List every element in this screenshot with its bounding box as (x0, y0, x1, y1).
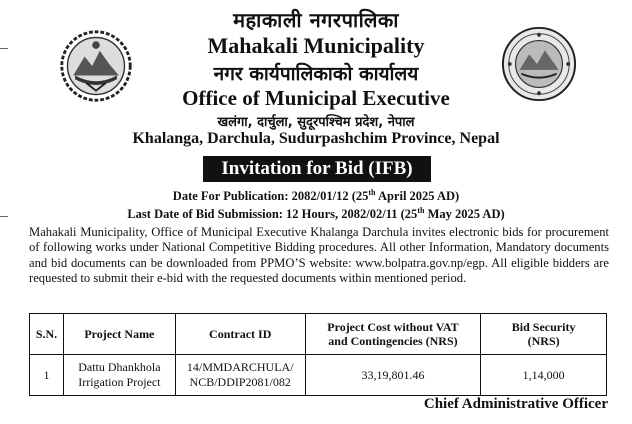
cell-project: Dattu Dhankhola Irrigation Project (63, 355, 175, 396)
cell-cost: 33,19,801.46 (305, 355, 481, 396)
office-name-nepali: नगर कार्यपालिकाको कार्यालय (213, 63, 419, 85)
signatory-title: Chief Administrative Officer (423, 396, 608, 412)
municipality-name-nepali: महाकाली नगरपालिका (233, 8, 399, 32)
table-row (30, 355, 607, 396)
office-name: Office of Municipal Executive (182, 86, 450, 110)
address: Khalanga, Darchula, Sudurpashchim Province, Nepal (132, 130, 500, 147)
bid-table (29, 313, 607, 396)
submission-deadline: Last Date of Bid Submission: 12 Hours, 2082/02/11 (25th May 2025 AD) (127, 205, 505, 221)
publication-date: Date For Publication: 2082/01/12 (25th April 2025 AD) (172, 187, 460, 203)
table-header-row (30, 314, 607, 355)
column-header-security: Bid Security (NRS) (481, 314, 607, 355)
column-header-contract: Contract ID (175, 314, 305, 355)
column-header-project: Project Name (63, 314, 175, 355)
cell-contract: 14/MMDARCHULA/ NCB/DDIP2081/082 (175, 355, 305, 396)
column-header-cost: Project Cost without VAT and Contingencies (NRS) (305, 314, 481, 355)
cell-security: 1,14,000 (481, 355, 607, 396)
address-nepali: खलंगा, दार्चुला, सुदूरपश्चिम प्रदेश, नेपाल (217, 115, 415, 130)
municipality-name: Mahakali Municipality (207, 33, 425, 58)
cell-sn: 1 (30, 355, 64, 396)
notice-title: Invitation for Bid (IFB) (203, 156, 431, 182)
notice-body: Mahakali Municipality, Office of Municipal Executive Khalanga Darchula invites electronic bids for procurement of following works under National Competitive Bidding procedures. All other Information, Mandatory documents and bid documents can be downloaded from PPMO’S website: www.bolpatra.gov.np/egp. All eligible bidders are requested to submit their e-bid with the requested documents within mentioned period. (29, 225, 609, 286)
column-header-sn: S.N. (30, 314, 64, 355)
letterhead (0, 0, 632, 156)
